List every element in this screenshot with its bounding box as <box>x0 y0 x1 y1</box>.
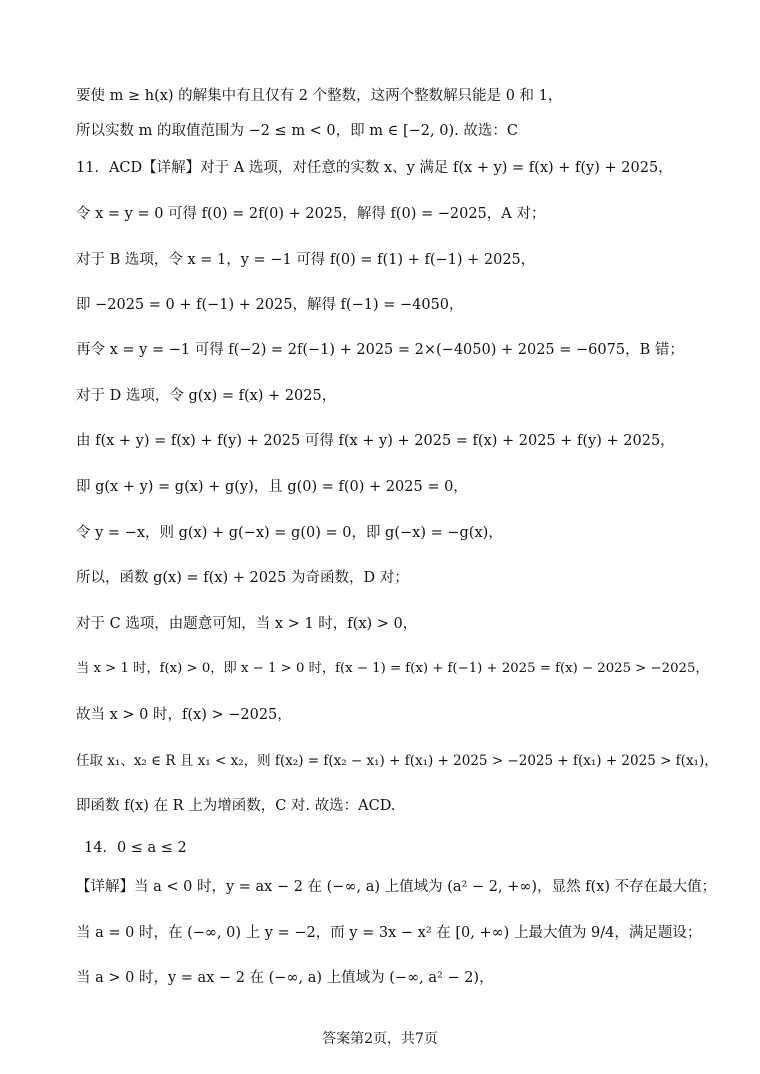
text-line: 11．ACD【详解】对于 A 选项，对任意的实数 x、y 满足 f(x + y) = f(x) + f(y) + 2025， <box>76 160 673 176</box>
text-line: 当 a > 0 时，y = ax − 2 在 (−∞, a) 上值域为 (−∞, a² − 2)， <box>76 970 494 986</box>
text-line: 14．0 ≤ a ≤ 2 <box>84 840 187 856</box>
text-line: 即函数 f(x) 在 R 上为增函数，C 对. 故选：ACD. <box>76 798 396 814</box>
text-line: 对于 C 选项，由题意可知，当 x > 1 时，f(x) > 0， <box>76 616 418 632</box>
page-footer: 答案第2页，共7页 <box>322 1031 438 1047</box>
text-line: 对于 D 选项，令 g(x) = f(x) + 2025， <box>76 388 337 404</box>
text-line: 对于 B 选项，令 x = 1，y = −1 可得 f(0) = f(1) + f(−1) + 2025， <box>76 252 536 268</box>
text-line: 令 y = −x，则 g(x) + g(−x) = g(0) = 0，即 g(−x) = −g(x)， <box>76 525 503 541</box>
text-line: 令 x = y = 0 可得 f(0) = 2f(0) + 2025，解得 f(0) = −2025，A 对； <box>76 206 546 222</box>
text-line: 当 x > 1 时，f(x) > 0，即 x − 1 > 0 时，f(x − 1) = f(x) + f(−1) + 2025 = f(x) − 2025 > −2025， <box>76 661 709 676</box>
text-line: 再令 x = y = −1 可得 f(−2) = 2f(−1) + 2025 = 2×(−4050) + 2025 = −6075，B 错； <box>76 342 684 358</box>
text-line: 即 −2025 = 0 + f(−1) + 2025，解得 f(−1) = −4050， <box>76 297 464 313</box>
text-line: 要使 m ≥ h(x) 的解集中有且仅有 2 个整数，这两个整数解只能是 0 和 1， <box>76 88 563 104</box>
text-line: 任取 x₁、x₂ ∈ R 且 x₁ < x₂，则 f(x₂) = f(x₂ − x₁) + f(x₁) + 2025 > −2025 + f(x₁) + 2025 > f(x₁)， <box>76 753 718 769</box>
text-line: 所以实数 m 的取值范围为 −2 ≤ m < 0，即 m ∈ [−2, 0). 故选：C <box>76 123 518 139</box>
text-line: 即 g(x + y) = g(x) + g(y)，且 g(0) = f(0) + 2025 = 0， <box>76 479 468 495</box>
text-line: 所以，函数 g(x) = f(x) + 2025 为奇函数，D 对； <box>76 570 409 586</box>
text-line: 故当 x > 0 时，f(x) > −2025， <box>76 707 292 723</box>
text-line: 当 a = 0 时，在 (−∞, 0) 上 y = −2，而 y = 3x − x² 在 [0, +∞) 上最大值为 9/4，满足题设； <box>76 925 702 941</box>
text-line: 【详解】当 a < 0 时，y = ax − 2 在 (−∞, a) 上值域为 (a² − 2, +∞)，显然 f(x) 不存在最大值； <box>76 879 717 895</box>
text-line: 由 f(x + y) = f(x) + f(y) + 2025 可得 f(x + y) + 2025 = f(x) + 2025 + f(y) + 2025， <box>76 433 675 449</box>
